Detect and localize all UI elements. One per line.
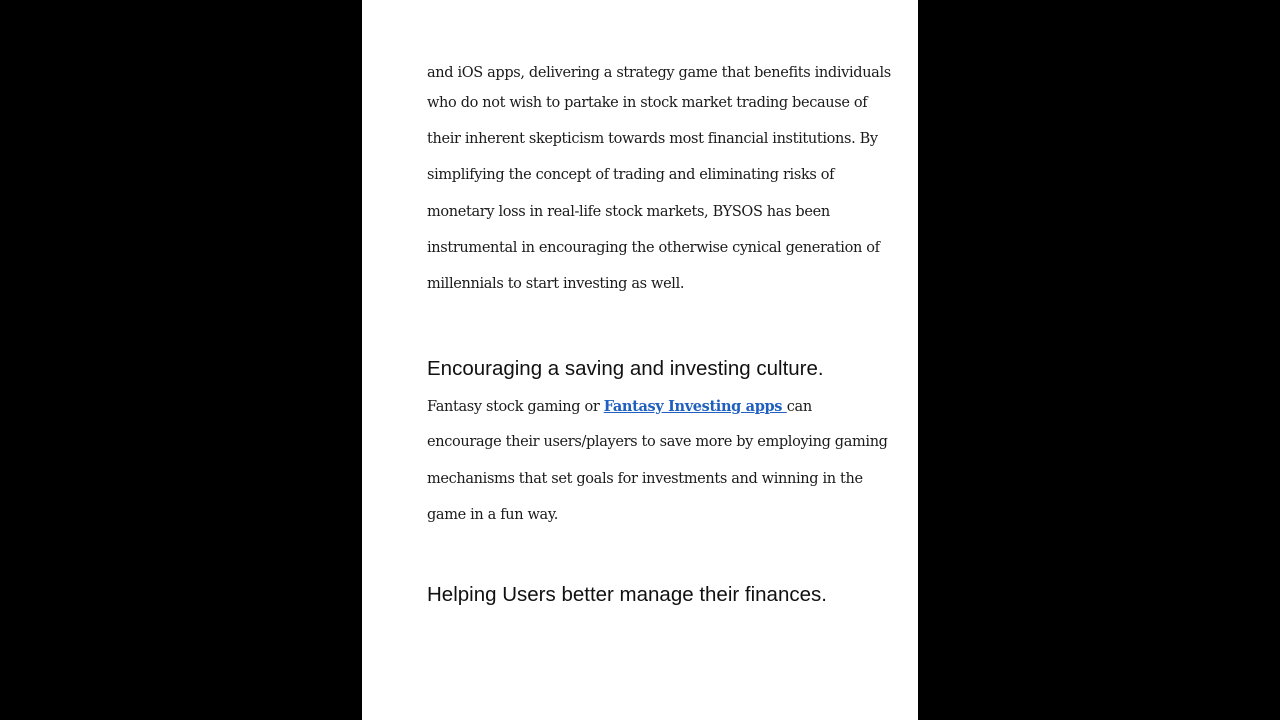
text-line: their inherent skepticism towards most financial institutions. By	[427, 131, 878, 148]
document-page	[362, 0, 918, 720]
text-line: game in a fun way.	[427, 506, 558, 523]
section-heading-saving-culture: Encouraging a saving and investing culture.	[427, 357, 824, 380]
text-fragment: can	[786, 399, 812, 415]
text-line: millennials to start investing as well.	[427, 275, 685, 292]
text-fragment: Fantasy stock gaming or	[427, 399, 604, 415]
paragraph-bysos-description	[427, 60, 891, 307]
text-line: mechanisms that set goals for investments and winning in the	[427, 470, 863, 487]
text-line: encourage their users/players to save more by employing gaming	[427, 434, 888, 451]
text-line: and iOS apps, delivering a strategy game that benefits individuals	[427, 65, 891, 81]
text-line	[427, 393, 867, 429]
fantasy-investing-apps-link[interactable]: Fantasy Investing apps	[603, 398, 787, 415]
section-heading-manage-finances: Helping Users better manage their finances.	[427, 583, 827, 606]
text-line: instrumental in encouraging the otherwise cynical generation of	[427, 239, 880, 256]
text-line: who do not wish to partake in stock market trading because of	[427, 95, 868, 111]
text-line: simplifying the concept of trading and eliminating risks of	[427, 167, 835, 184]
paragraph-fantasy-investing	[427, 393, 888, 538]
text-line: monetary loss in real-life stock markets, BYSOS has been	[427, 203, 830, 220]
